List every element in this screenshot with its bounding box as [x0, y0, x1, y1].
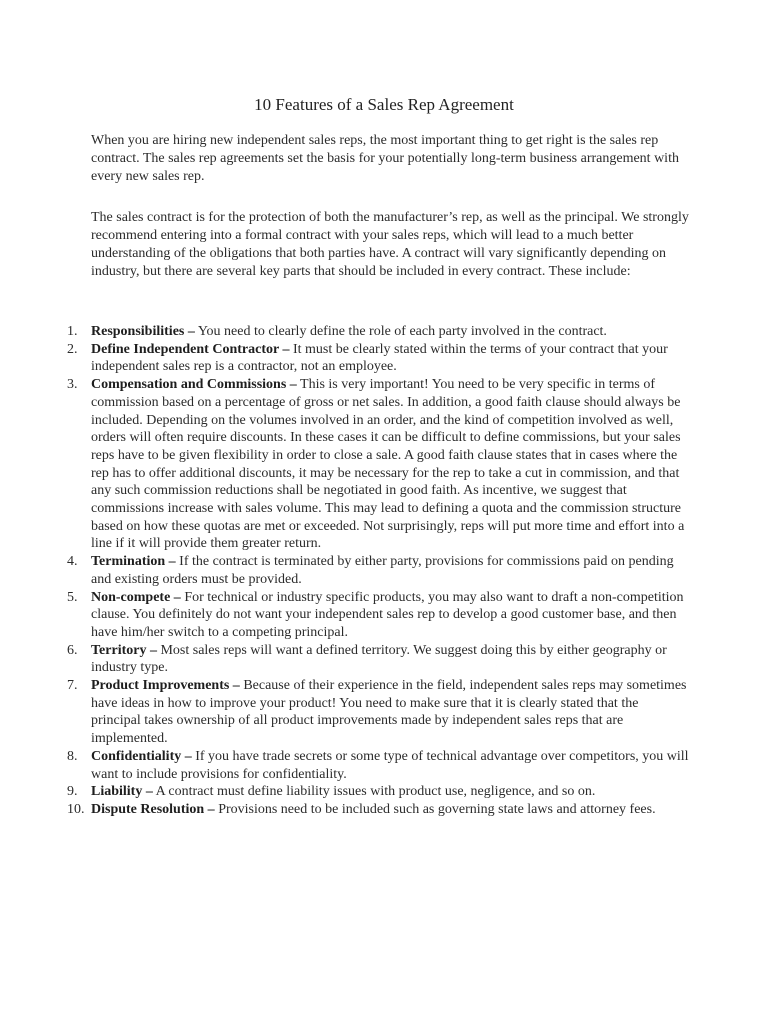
- item-term: Responsibilities –: [91, 324, 195, 339]
- item-term: Territory –: [91, 642, 157, 658]
- features-list: [0, 323, 768, 819]
- list-item: [0, 642, 691, 677]
- item-number: 2.: [67, 341, 78, 357]
- item-text: For technical or industry specific products, you may also want to draft a non-competition clause. You definitely do not want your independent sales rep to develop a good customer base, and then have him/her switch to a competing principal.: [91, 589, 684, 640]
- list-item: [0, 341, 691, 376]
- item-number: 9.: [67, 784, 78, 800]
- item-number: 3.: [67, 377, 78, 393]
- list-item: [0, 677, 691, 748]
- item-text: If the contract is terminated by either party, provisions for commissions paid on pending and existing orders must be provided.: [91, 554, 674, 587]
- item-term: Termination –: [91, 554, 176, 570]
- item-text: You need to clearly define the role of each party involved in the contract.: [194, 324, 607, 339]
- list-item: [0, 553, 691, 588]
- item-number: 4.: [67, 554, 78, 570]
- document-title: 10 Features of a Sales Rep Agreement: [254, 95, 514, 114]
- item-text: Because of their experience in the field, independent sales reps may sometimes have ideas in how to improve your product! You need to make sure that it is clearly stated that the principal takes ownership of all product improvements made by independent sales reps that are implemented.: [91, 678, 687, 747]
- item-number: 6.: [67, 642, 78, 658]
- item-text: A contract must define liability issues with product use, negligence, and so on.: [152, 784, 596, 800]
- item-term: Product Improvements –: [91, 678, 240, 694]
- item-text: Provisions need to be included such as governing state laws and attorney fees.: [214, 801, 656, 817]
- item-text: Most sales reps will want a defined territory. We suggest doing this by either geography or industry type.: [91, 642, 667, 676]
- item-number: 1.: [67, 324, 78, 339]
- list-item: [0, 589, 691, 642]
- item-term: Confidentiality –: [91, 748, 192, 764]
- item-term: Liability –: [91, 784, 153, 800]
- item-number: 5.: [67, 589, 78, 605]
- item-term: Non-compete –: [91, 589, 181, 605]
- body-paragraph: The sales contract is for the protection of both the manufacturer’s rep, as well as the principal. We strongly recommend entering into a formal contract with your sales reps, which will lead to a much better understanding of the obligations that both parties have. A contract will vary significantly depending on industry, but there are several key parts that should be included in every contract. These include:: [91, 210, 689, 279]
- list-item: [0, 783, 691, 801]
- item-text: This is very important! You need to be very specific in terms of commission based on a percentage of gross or net sales. In addition, a good faith clause should always be included. Depending on the volumes involved in an order, and the kind of competition involved as well, orders will often require discounts. In these cases it can be difficult to define commissions, but your sales reps have to be given flexibility in order to close a sale. A good faith clause states that in cases where the rep has to offer additional discounts, it may be necessary for the rep to take a cut in commission, and that any such commission reductions shall be negotiated in good faith. As incentive, we suggest that commissions increase with sales volume. This may lead to defining a quota and the commission structure based on how these quotas are met or exceeded. Not surprisingly, reps will put more time and effort into a line if it will provide them greater return.: [91, 377, 685, 552]
- list-item: [0, 376, 691, 553]
- list-item: [0, 801, 691, 819]
- item-term: Define Independent Contractor –: [91, 341, 290, 357]
- item-number: 10.: [67, 801, 85, 817]
- list-item: [0, 323, 691, 341]
- item-term: Dispute Resolution –: [91, 801, 215, 817]
- item-number: 8.: [67, 748, 78, 764]
- item-text: If you have trade secrets or some type of technical advantage over competitors, you will want to include provisions for confidentiality.: [91, 748, 689, 782]
- item-number: 7.: [67, 678, 78, 694]
- item-text: It must be clearly stated within the terms of your contract that your independent sales rep is a contractor, not an employee.: [91, 341, 668, 375]
- item-term: Compensation and Commissions –: [91, 377, 297, 393]
- intro-paragraph: When you are hiring new independent sales reps, the most important thing to get right is the sales rep contract. The sales rep agreements set the basis for your potentially long-term business arrangement with every new sales rep.: [91, 133, 679, 184]
- list-item: [0, 748, 691, 783]
